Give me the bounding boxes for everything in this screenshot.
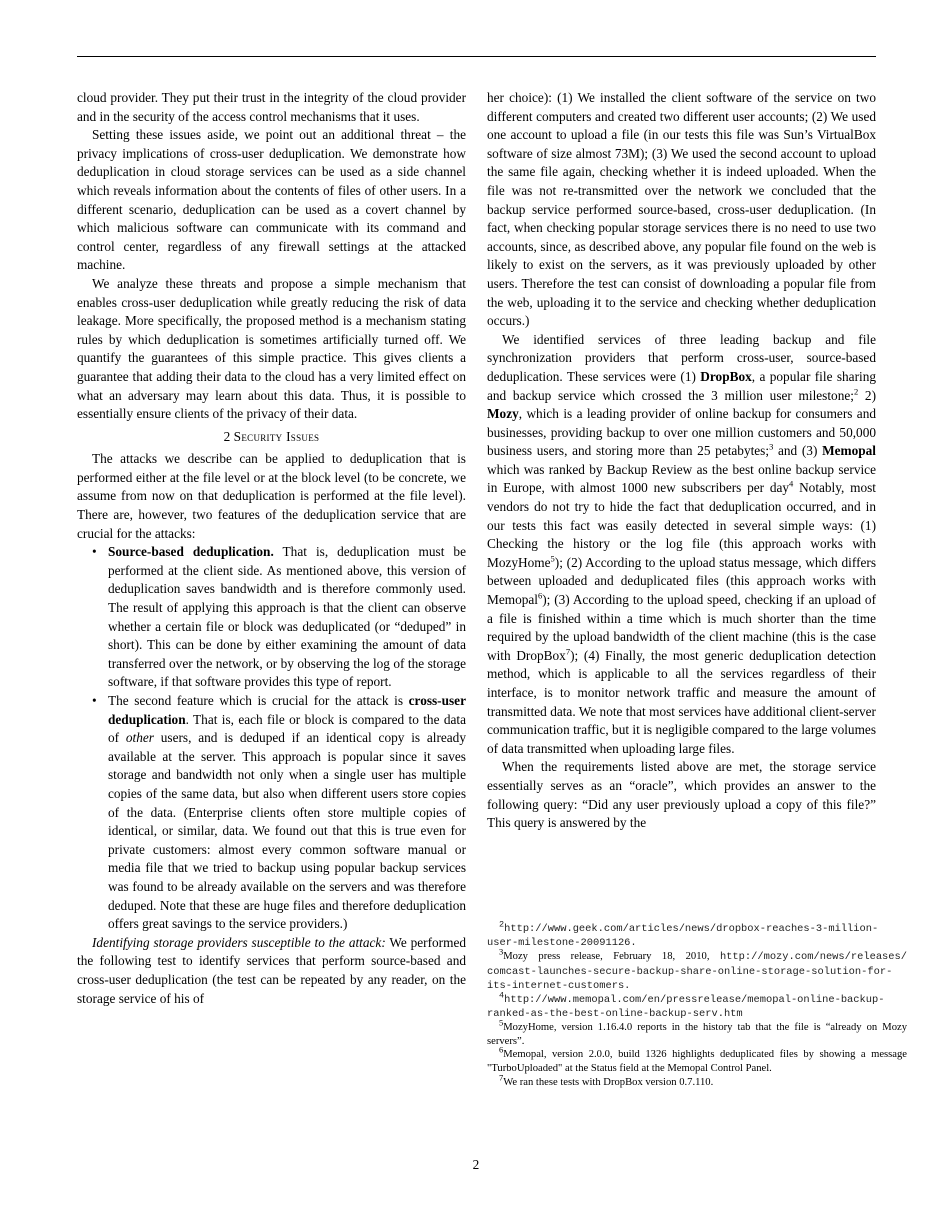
paragraph-lead: Identifying storage providers susceptible to the attack: bbox=[92, 934, 386, 950]
provider-name: Mozy bbox=[487, 406, 519, 422]
emphasis: other bbox=[125, 730, 154, 746]
footnote bbox=[487, 946, 907, 994]
footnote-link[interactable]: http://www.memopal.com/en/pressrelease/memopal-online-backup-ranked-as-the-best-online-backup-serv.htm bbox=[487, 993, 885, 1020]
footnote-number: 5 bbox=[499, 1017, 504, 1028]
paragraph-text: which was ranked by Backup Review as the best online backup service in Europe, with almost 1000 new subscribers per day bbox=[487, 461, 876, 496]
footnote bbox=[487, 1044, 907, 1075]
paragraph bbox=[487, 331, 876, 759]
section-title: Security Issues bbox=[233, 428, 320, 444]
list-item-text: . That is, each file or block is compared to the data of bbox=[108, 711, 466, 746]
paragraph-text: We identified services of three leading backup and file synchronization providers that perform cross-user, source-based deduplication. These services were (1) bbox=[487, 331, 876, 384]
section-number: 2 bbox=[223, 428, 231, 444]
footnote-ref[interactable]: 2 bbox=[853, 386, 859, 397]
page-number: 2 bbox=[472, 1157, 480, 1172]
paragraph-text: ); (4) Finally, the most generic deduplication detection method, which is applicable to all the services regardless of their interface, is to monitor network traffic and measure the amount of transmitted data. We note that most services have additional client-server communication traffic, but it is negligible compared to the large volumes of data transmitted when uploading large files. bbox=[487, 647, 876, 756]
paragraph-text: ); (2) According to the upload status message, which differs between uploaded and deduplicated files (this approach works with Memopal bbox=[487, 554, 876, 608]
list-item-text: The second feature which is crucial for the attack is bbox=[108, 693, 409, 708]
paragraph-text: , which is a leading provider of online backup for consumers and businesses, providing backup to over one million customers and 50,000 business users, and storing more than 25 petabytes; bbox=[487, 406, 876, 459]
footnote-ref[interactable]: 5 bbox=[550, 553, 555, 564]
footnote-ref[interactable]: 3 bbox=[769, 441, 774, 452]
footnote-text: MozyHome, version 1.16.4.0 reports in the history tab that the file is “already on Mozy servers”. bbox=[487, 1022, 907, 1047]
footnote-text: Mozy press release, February 18, 2010, bbox=[503, 951, 720, 963]
footnote-link[interactable]: http://www.geek.com/articles/news/dropbox-reaches-3-million-user-milestone-20091126. bbox=[487, 923, 879, 949]
footnote-number: 2 bbox=[499, 919, 505, 930]
paragraph-text: Notably, most vendors do not try to hide the fact that deduplication occurred, and in our tests this fact was easily detected in several simple ways: (1) Checking the history or the log file (this approach works with MozyHome bbox=[487, 480, 876, 570]
footnote-ref[interactable]: 7 bbox=[565, 646, 571, 657]
header-rule bbox=[77, 56, 876, 57]
footnote bbox=[487, 1017, 907, 1048]
footnote bbox=[487, 919, 907, 950]
bold-term: Source-based deduplication. bbox=[108, 544, 274, 560]
paragraph-text: ); (3) According to the upload speed, checking if an upload of a file is finished within a time which is much shorter than the time required by the upload bandwidth of the client machine (this is the case with DropBox bbox=[487, 592, 876, 663]
footnote-number: 7 bbox=[499, 1072, 504, 1082]
paragraph: Setting these issues aside, we point out an additional threat – the privacy implications of cross-user deduplication. We demonstrate how deduplication in cloud storage services can be used as a side channel which reveals information about the contents of files of other users. In a different scenario, deduplication can be used as a covert channel by which malicious software can communicate with its command and control center, regardless of any firewall settings at the attacked machine. bbox=[77, 127, 466, 273]
paragraph bbox=[77, 934, 466, 1008]
footnote-ref[interactable]: 6 bbox=[537, 590, 543, 601]
paragraph-text: and (3) bbox=[773, 443, 823, 459]
section-heading bbox=[77, 428, 466, 447]
footnote-number: 4 bbox=[499, 990, 505, 1001]
paragraph: her choice): (1) We installed the client software of the service on two different computers and created two different user accounts; (2) We used one account to upload a file (in our tests this file was Sun’s VirtualBox software of size almost 73M); (3) We used the second account to upload the same file again, checking whether it is indeed uploaded. When the file was not re-transmitted over the network we concluded that the backup service performed source-based, cross-user deduplication. (In fact, when checking popular storage services there is no need to use two accounts, since, as described above, any popular file found on the web is likely to exist on the servers, as it was previously uploaded by other users. Therefore the test can consist of downloading a popular file from the web, uploading it to the service and checking whether deduplication occurs.) bbox=[487, 90, 876, 329]
footnote-text: Memopal, version 2.0.0, build 1326 highlights deduplicated files by showing a message "TurboUploaded" at the Status field at the Memopal Control Panel. bbox=[487, 1049, 907, 1074]
paragraph: We analyze these threats and propose a simple mechanism that enables cross-user deduplication while greatly reducing the risk of data leakage. More specifically, the proposed method is a mechanism stating rules by which deduplication is sometimes artificially turned off. We quantify the guarantees of this simple practice. This gives clients a guarantee that adding their data to the cloud has a very limited effect on what an adversary may learn about this data. Thus, it is possible to essentially ensure clients of the privacy of their data. bbox=[77, 275, 466, 422]
list-item-text: That is, deduplication must be performed at the client side. As mentioned above, this version of deduplication saves bandwidth and is therefore commonly used. The result of applying this approach is that the client can observe whether a certain file or block was deduplicated (or “deduped” in short). This can be done by either examining the amount of data transferred over the network, or by observing the log of the storage software, if that software provides this type of report. bbox=[108, 544, 466, 690]
paragraph: The attacks we describe can be applied to deduplication that is performed either at the file level or at the block level (to be concrete, we assume from now on that deduplication is performed at the file level). There are, however, two features of the deduplication service that are crucial for the attacks: bbox=[77, 451, 466, 541]
feature-list bbox=[77, 543, 466, 933]
paragraph-text: We performed the following test to identify services that perform source-based and cross-user deduplication (the test can be repeated by any reader, on the storage service of his of bbox=[77, 934, 467, 1006]
list-item bbox=[92, 543, 466, 692]
list-item-text: users, and is deduped if an identical copy is already available at the server. This approach is popular since it saves storage and bandwidth not only when a single user has multiple copies of the same data, but also when different users store copies of the data. (Enterprise clients often store multiple copies of identical, or similar, data. We found out that this is true even for private customers: almost every common software manual or media file that we tried to backup using popular backup services was found to be already available on the servers and was therefore deduped. Note that these are huge files and therefore deduplication offers great savings to the service providers.) bbox=[108, 730, 466, 932]
footnote-link[interactable]: http://mozy.com/news/releases/ comcast-launches-secure-backup-share-online-storage-solution-for-its-internet-customers. bbox=[487, 951, 907, 993]
paragraph-text: 2) bbox=[858, 387, 876, 403]
paragraph: cloud provider. They put their trust in the integrity of the cloud provider and in the security of the access control mechanisms that it uses. bbox=[77, 90, 466, 124]
footnote-ref[interactable]: 4 bbox=[789, 479, 794, 490]
provider-name: Memopal bbox=[822, 443, 876, 459]
provider-name: DropBox bbox=[700, 368, 752, 384]
left-column bbox=[77, 89, 466, 1008]
footnote bbox=[487, 990, 907, 1021]
right-column bbox=[487, 89, 876, 833]
bullet-icon: • bbox=[92, 693, 97, 708]
paragraph-text: , a popular file sharing and backup service which crossed the 3 million user milestone; bbox=[487, 368, 876, 403]
footnote-number: 6 bbox=[499, 1044, 504, 1055]
footnote-text: We ran these tests with DropBox version 0.7.110. bbox=[503, 1076, 714, 1088]
footnotes bbox=[487, 919, 907, 1089]
footnote-number: 3 bbox=[499, 946, 504, 957]
bold-term: cross-user deduplication bbox=[108, 693, 466, 727]
list-item bbox=[92, 692, 466, 934]
bullet-icon: • bbox=[92, 544, 97, 560]
paragraph: When the requirements listed above are met, the storage service essentially serves as an “oracle”, which provides an answer to the following query: “Did any user previously upload a copy of this file?” This query is answered by the bbox=[487, 759, 876, 831]
footnote bbox=[487, 1072, 907, 1090]
